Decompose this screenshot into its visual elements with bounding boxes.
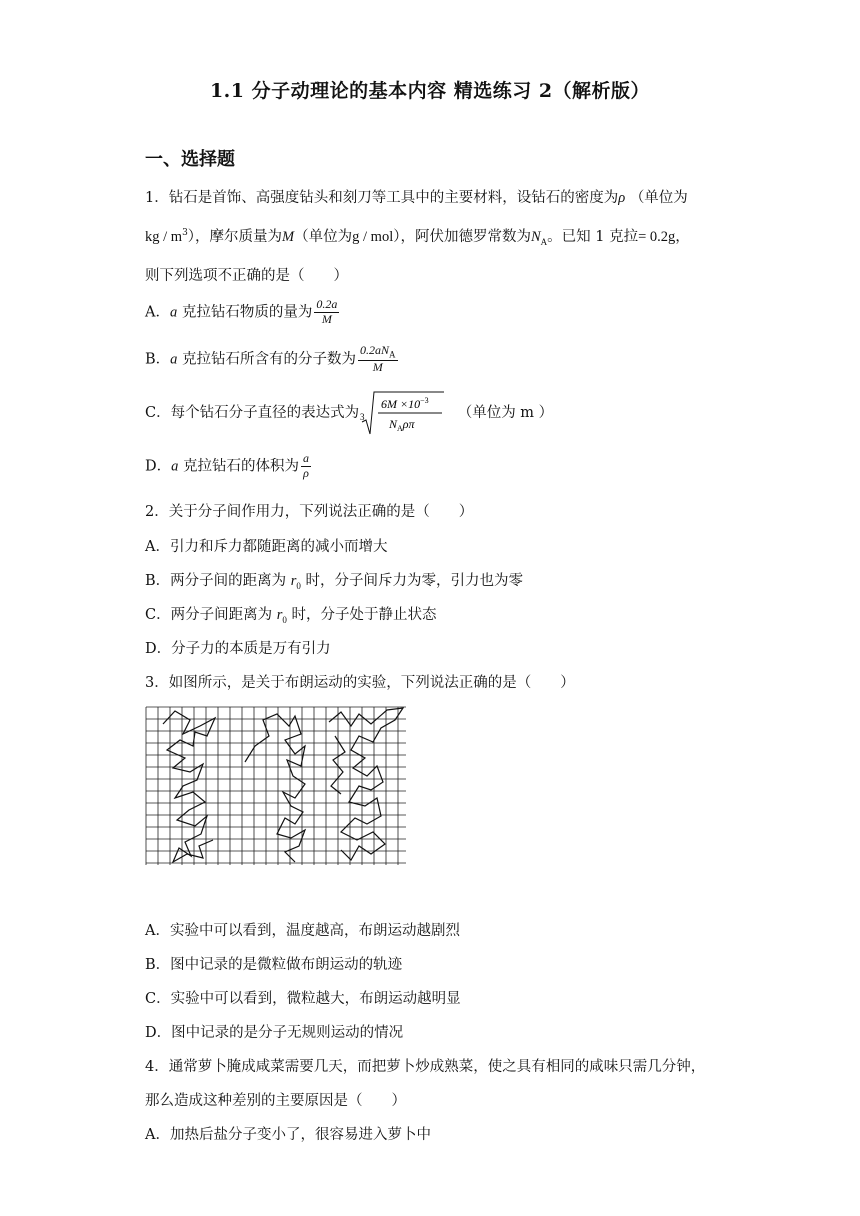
- radical-sign: [359, 390, 445, 436]
- q2-stem: 2．关于分子间作用力，下列说法正确的是（ ）: [145, 504, 474, 520]
- q4-option-a: A．加热后盐分子变小了，很容易进入萝卜中: [145, 1127, 431, 1143]
- q1-option-d: D．a 克拉钻石的体积为 $\frac{a}{\rho}$: [145, 451, 309, 480]
- fraction: $\frac{0.2aN_A}{M}$: [360, 343, 396, 374]
- q3-option-c: C．实验中可以看到，微粒越大，布朗运动越明显: [145, 991, 461, 1007]
- q1-option-b: B．a 克拉钻石所含有的分子数为 $\frac{0.2aN_A}{M}$: [145, 343, 396, 374]
- fraction: $\frac{0.2a}{M}$: [316, 297, 338, 326]
- q2-option-b: B．两分子间的距离为 $r_0$ 时，分子间斥力为零，引力也为零: [145, 573, 524, 591]
- q2-option-d: D．分子力的本质是万有引力: [145, 641, 331, 657]
- brownian-motion-figure: [145, 706, 407, 866]
- svg-text:3: 3: [360, 412, 365, 422]
- q3-option-a: A．实验中可以看到，温度越高，布朗运动越剧烈: [145, 923, 460, 939]
- cube-root: [359, 390, 445, 436]
- q2-option-c: C．两分子间距离为 $r_0$ 时，分子处于静止状态: [145, 607, 437, 625]
- q1-option-a: A．a 克拉钻石物质的量为 $\frac{0.2a}{M}$: [145, 297, 338, 326]
- svg-text:6M ×10−3: $6M \times 10^{-3}$: [381, 396, 429, 411]
- q4-stem-line1: 4．通常萝卜腌成咸菜需要几天，而把萝卜炒成熟菜，使之具有相同的咸味只需几分钟，: [145, 1059, 706, 1075]
- fraction: $\frac{a}{\rho}$: [303, 451, 309, 480]
- q3-stem: 3．如图所示，是关于布朗运动的实验，下列说法正确的是（ ）: [145, 675, 575, 691]
- q3-option-b: B．图中记录的是微粒做布朗运动的轨迹: [145, 957, 403, 973]
- section-heading: 一、选择题: [145, 149, 235, 170]
- q1-stem-line2: kg / $m^3$），摩尔质量为M（单位为g / mol），阿伏加德罗常数为$N_A$。已知 1 克拉= 0.2g，: [145, 228, 690, 247]
- document-title: 1.1 分子动理论的基本内容 精选练习 2（解析版）: [209, 80, 651, 102]
- q1-stem-line3: 则下列选项不正确的是（ ）: [145, 268, 348, 284]
- q2-option-a: A．引力和斥力都随距离的减小而增大: [145, 539, 388, 555]
- q3-option-d: D．图中记录的是分子无规则运动的情况: [145, 1025, 404, 1041]
- svg-text:NAρπ: $N_A\rho\pi$: [389, 417, 415, 433]
- q1-stem-line1: 1．钻石是首饰、高强度钻头和刻刀等工具中的主要材料，设钻石的密度为ρ （单位为: [145, 190, 688, 206]
- q4-stem-line2: 那么造成这种差别的主要原因是（ ）: [145, 1093, 406, 1109]
- q1-option-c: C．每个钻石分子直径的表达式为 3 $6M \times 10^{-3}$ $N_A\rho\pi$ （单位为 m ）: [145, 390, 553, 436]
